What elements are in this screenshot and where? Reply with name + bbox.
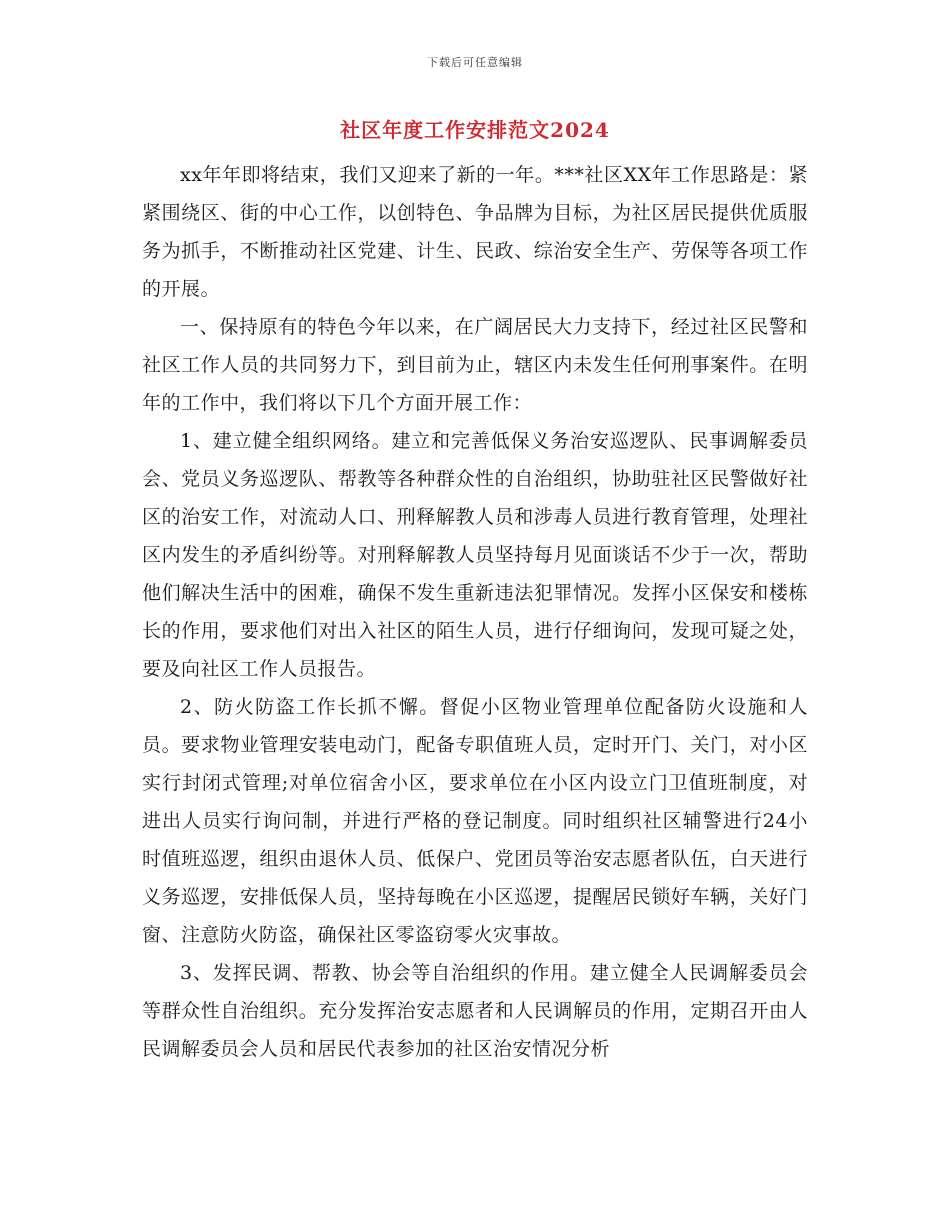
header-note: 下载后可任意编辑 (427, 56, 523, 69)
paragraph-section-1: 一、保持原有的特色今年以来，在广阔居民大力支持下，经过社区民警和社区工作人员的共同努力下，到目前为止，辖区内未发生任何刑事案件。在明年的工作中，我们将以下几个方面开展工作： (142, 316, 808, 414)
document-title: 社区年度工作安排范文2024 (340, 118, 610, 142)
paragraph-intro: xx年年即将结束，我们又迎来了新的一年。***社区XX年工作思路是：紧紧围绕区、街的中心工作，以创特色、争品牌为目标，为社区居民提供优质服务为抓手，不断推动社区党建、计生、民政、综治安全生产、劳保等各项工作的开展。 (142, 164, 808, 300)
paragraph-item-3: 3、发挥民调、帮教、协会等自治组织的作用。建立健全人民调解委员会等群众性自治组织。充分发挥治安志愿者和人民调解员的作用，定期召开由人民调解委员会人员和居民代表参加的社区治安情况分析 (142, 962, 808, 1060)
document-body (142, 156, 808, 1068)
paragraph-item-1: 1、建立健全组织网络。建立和完善低保义务治安巡逻队、民事调解委员会、党员义务巡逻队、帮教等各种群众性的自治组织，协助驻社区民警做好社区的治安工作，对流动人口、刑释解教人员和涉毒人员进行教育管理，处理社区内发生的矛盾纠纷等。对刑释解教人员坚持每月见面谈话不少于一次，帮助他们解决生活中的困难，确保不发生重新违法犯罪情况。发挥小区保安和楼栋长的作用，要求他们对出入社区的陌生人员，进行仔细询问，发现可疑之处，要及向社区工作人员报告。 (142, 430, 808, 680)
paragraph-item-2: 2、防火防盗工作长抓不懈。督促小区物业管理单位配备防火设施和人员。要求物业管理安装电动门，配备专职值班人员，定时开门、关门，对小区实行封闭式管理;对单位宿舍小区，要求单位在小区内设立门卫值班制度，对进出人员实行询问制，并进行严格的登记制度。同时组织社区辅警进行24小时值班巡逻，组织由退休人员、低保户、党团员等治安志愿者队伍，白天进行义务巡逻，安排低保人员，坚持每晚在小区巡逻，提醒居民锁好车辆，关好门窗、注意防火防盗，确保社区零盗窃零火灾事故。 (142, 696, 808, 946)
